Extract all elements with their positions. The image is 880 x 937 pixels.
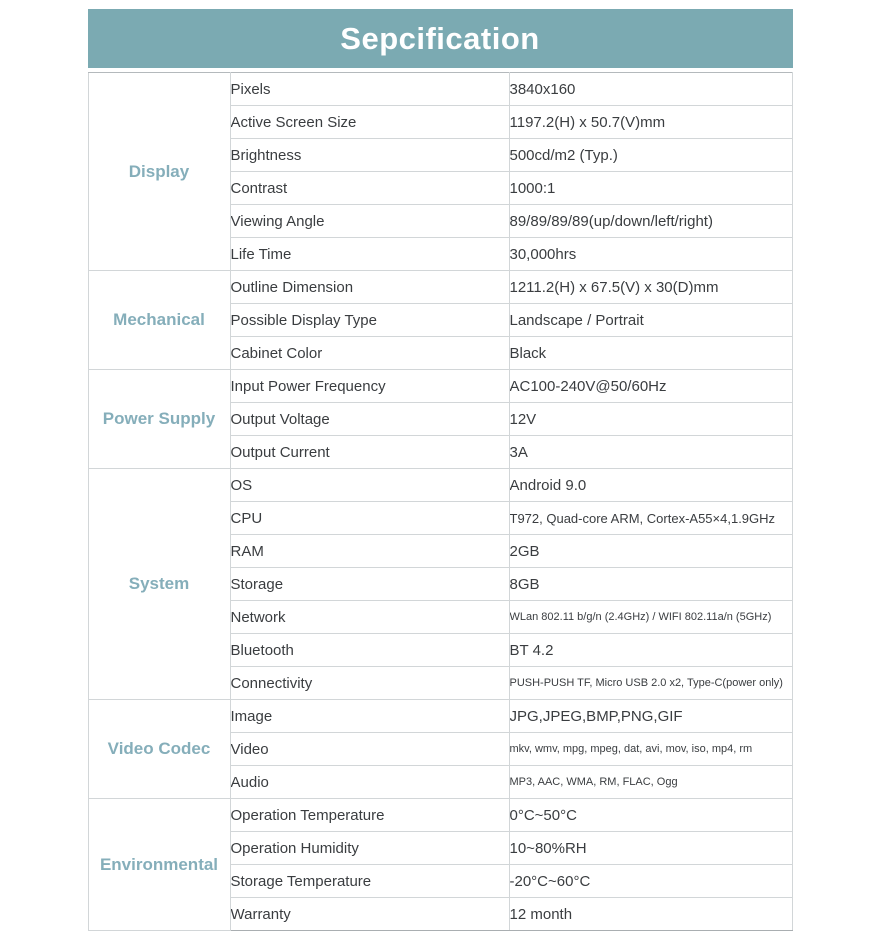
spec-label: Active Screen Size <box>230 106 509 139</box>
spec-label: Bluetooth <box>230 634 509 667</box>
spec-value: JPG,JPEG,BMP,PNG,GIF <box>509 700 792 733</box>
table-row <box>88 799 792 832</box>
spec-value: PUSH-PUSH TF, Micro USB 2.0 x2, Type-C(power only) <box>509 667 792 700</box>
spec-value: Landscape / Portrait <box>509 304 792 337</box>
spec-value: 12V <box>509 403 792 436</box>
spec-value: 3A <box>509 436 792 469</box>
spec-table <box>88 72 793 931</box>
spec-value: Android 9.0 <box>509 469 792 502</box>
spec-label: Storage Temperature <box>230 865 509 898</box>
table-row <box>88 370 792 403</box>
spec-label: Warranty <box>230 898 509 931</box>
spec-label: Operation Temperature <box>230 799 509 832</box>
table-row <box>88 700 792 733</box>
spec-sheet <box>88 0 793 931</box>
table-row <box>88 73 792 106</box>
spec-label: CPU <box>230 502 509 535</box>
spec-value: 1197.2(H) x 50.7(V)mm <box>509 106 792 139</box>
spec-label: Connectivity <box>230 667 509 700</box>
spec-label: Operation Humidity <box>230 832 509 865</box>
spec-label: Pixels <box>230 73 509 106</box>
spec-label: Cabinet Color <box>230 337 509 370</box>
spec-value: 10~80%RH <box>509 832 792 865</box>
spec-value: 500cd/m2 (Typ.) <box>509 139 792 172</box>
spec-value: BT 4.2 <box>509 634 792 667</box>
spec-value: 1000:1 <box>509 172 792 205</box>
spec-label: OS <box>230 469 509 502</box>
spec-label: Possible Display Type <box>230 304 509 337</box>
table-row <box>88 271 792 304</box>
spec-value: 89/89/89/89(up/down/left/right) <box>509 205 792 238</box>
category-cell: Video Codec <box>88 700 230 799</box>
spec-label: Input Power Frequency <box>230 370 509 403</box>
spec-value: WLan 802.11 b/g/n (2.4GHz) / WIFI 802.11a/n (5GHz) <box>509 601 792 634</box>
table-row <box>88 469 792 502</box>
category-cell: Mechanical <box>88 271 230 370</box>
spec-value: 1211.2(H) x 67.5(V) x 30(D)mm <box>509 271 792 304</box>
spec-value: 0°C~50°C <box>509 799 792 832</box>
spec-value: Black <box>509 337 792 370</box>
page-title: Sepcification <box>340 20 540 56</box>
spec-label: Brightness <box>230 139 509 172</box>
spec-label: Output Voltage <box>230 403 509 436</box>
spec-value: mkv, wmv, mpg, mpeg, dat, avi, mov, iso, mp4, rm <box>509 733 792 766</box>
spec-value: 2GB <box>509 535 792 568</box>
spec-label: Storage <box>230 568 509 601</box>
spec-value: MP3, AAC, WMA, RM, FLAC, Ogg <box>509 766 792 799</box>
spec-label: Output Current <box>230 436 509 469</box>
spec-table-body <box>88 73 792 931</box>
spec-label: Viewing Angle <box>230 205 509 238</box>
spec-value: T972, Quad-core ARM, Cortex-A55×4,1.9GHz <box>509 502 792 535</box>
spec-label: Video <box>230 733 509 766</box>
spec-value: 30,000hrs <box>509 238 792 271</box>
category-cell: Display <box>88 73 230 271</box>
category-cell: System <box>88 469 230 700</box>
spec-label: Image <box>230 700 509 733</box>
spec-value: 12 month <box>509 898 792 931</box>
spec-label: RAM <box>230 535 509 568</box>
spec-value: 3840x160 <box>509 73 792 106</box>
spec-label: Outline Dimension <box>230 271 509 304</box>
spec-value: 8GB <box>509 568 792 601</box>
title-bar <box>88 9 793 68</box>
spec-label: Network <box>230 601 509 634</box>
spec-label: Contrast <box>230 172 509 205</box>
spec-label: Audio <box>230 766 509 799</box>
spec-value: -20°C~60°C <box>509 865 792 898</box>
spec-label: Life Time <box>230 238 509 271</box>
category-cell: Environmental <box>88 799 230 931</box>
category-cell: Power Supply <box>88 370 230 469</box>
spec-value: AC100-240V@50/60Hz <box>509 370 792 403</box>
